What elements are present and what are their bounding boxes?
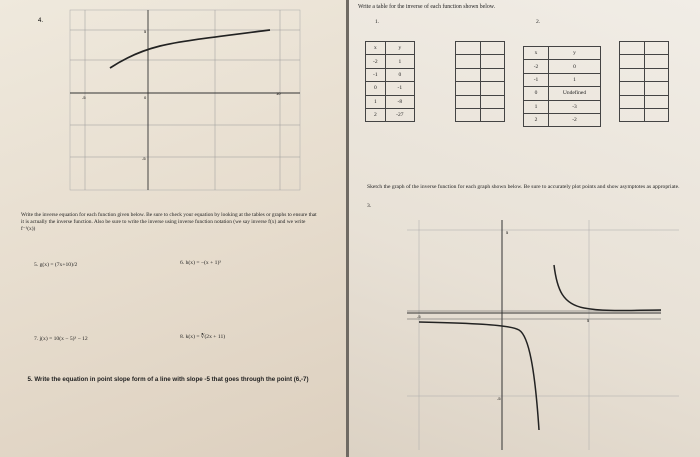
table-1 — [365, 41, 415, 122]
table-header: x — [524, 47, 549, 60]
problem-number: 7. — [34, 336, 39, 342]
tick-label-bottom: -5 — [497, 396, 501, 401]
tick-label-right: 5 — [587, 318, 590, 323]
right-page — [349, 0, 700, 457]
problem-7 — [34, 336, 88, 342]
blank-inverse-table-1 — [455, 41, 505, 122]
table-cell: -8 — [385, 95, 414, 108]
graph-number: 4. — [38, 18, 44, 24]
table-cell: -1 — [524, 73, 549, 86]
table-cell: -1 — [385, 82, 414, 95]
tick-label-right: 10 — [276, 91, 281, 96]
table-cell: 0 — [524, 87, 549, 100]
problem-text: h(x) = −(x + 1)³ — [185, 260, 221, 266]
problem-text: k(x) = ∛(2x + 11) — [185, 334, 226, 340]
sketch-instructions: Sketch the graph of the inverse function for each graph shown below. Be sure to accurately plot points and show asymptotes as appropriate. — [367, 184, 680, 190]
tick-label-left: -5 — [417, 314, 421, 319]
table-cell: 2 — [366, 108, 386, 121]
point-slope-question: 5. Write the equation in point slope form of a line with slope -5 that goes through the point (6,-7) — [27, 376, 309, 383]
table-cell: -27 — [385, 108, 414, 121]
problem-text: j(x) = 10(x − 5)³ − 12 — [39, 336, 88, 342]
graph-4 — [0, 0, 346, 200]
table-1-number: 1. — [375, 19, 380, 25]
lower-branch — [419, 322, 539, 430]
problem-5 — [34, 262, 77, 268]
sqrt-curve — [110, 30, 270, 68]
tick-label-left: -5 — [82, 95, 86, 100]
graph-3 — [349, 210, 700, 457]
problem-6 — [180, 260, 221, 266]
table-cell: -3 — [549, 100, 601, 113]
table-cell: 1 — [524, 100, 549, 113]
table-2 — [523, 46, 601, 127]
table-cell: Undefined — [549, 87, 601, 100]
problem-number: 5. — [34, 262, 39, 268]
table-header: y — [549, 47, 601, 60]
tick-label-bottom: -5 — [142, 156, 146, 161]
table-heading: Write a table for the inverse of each function shown below. — [358, 4, 496, 10]
table-cell: 0 — [549, 60, 601, 73]
table-header: y — [385, 42, 414, 55]
table-cell: 1 — [549, 73, 601, 86]
tick-label-top: 5 — [506, 230, 509, 235]
tick-label-origin: 0 — [144, 95, 147, 100]
inverse-instructions: Write the inverse equation for each function given below. Be sure to check your equation by looking at the tables or graphs to ensure that it is actually the inverse function. Also be sure to write the inverse using inverse function notation (we say inverse f(x) and we write f⁻¹(x)) — [21, 212, 317, 232]
graph-3-number: 3. — [367, 203, 372, 209]
upper-branch — [554, 265, 661, 311]
table-cell: -2 — [549, 113, 601, 126]
blank-inverse-table-2 — [619, 41, 669, 122]
problem-number: 8. — [180, 334, 185, 340]
table-cell: 1 — [366, 95, 386, 108]
tick-label-top: 5 — [144, 29, 147, 34]
table-cell: 0 — [366, 82, 386, 95]
table-header: x — [366, 42, 386, 55]
problem-number: 6. — [180, 260, 185, 266]
table-cell: 1 — [385, 55, 414, 68]
left-page — [0, 0, 346, 457]
table-cell: 2 — [524, 113, 549, 126]
table-cell: 0 — [385, 68, 414, 81]
table-cell: -1 — [366, 68, 386, 81]
problem-text: g(x) = (7x+10)/2 — [39, 262, 78, 268]
table-cell: -2 — [366, 55, 386, 68]
table-cell: -2 — [524, 60, 549, 73]
table-2-number: 2. — [536, 19, 541, 25]
problem-8 — [180, 334, 225, 340]
